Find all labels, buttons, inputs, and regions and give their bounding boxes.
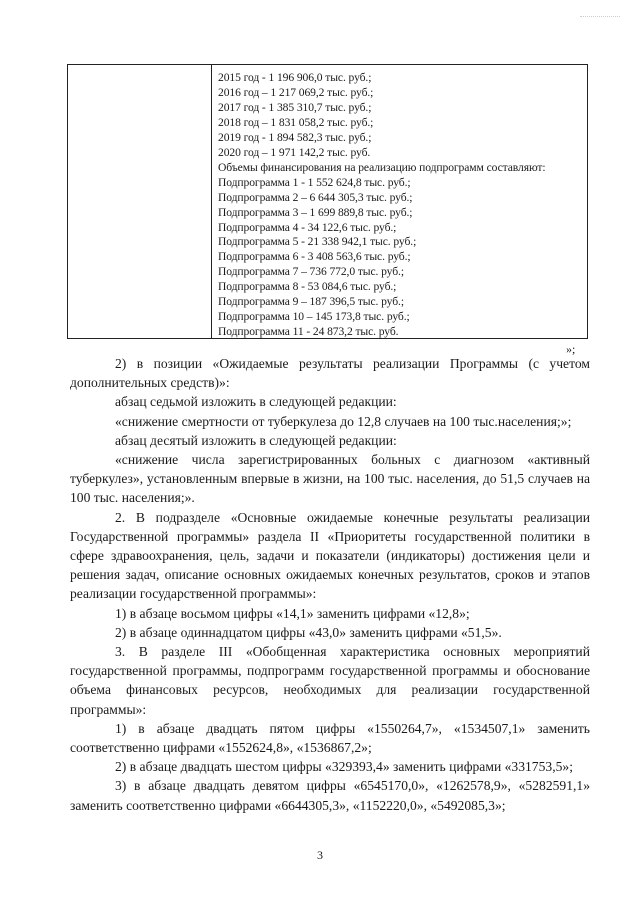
- table-line: Подпрограмма 2 – 6 644 305,3 тыс. руб.;: [218, 190, 413, 204]
- document-body: [70, 354, 590, 815]
- table-line: 2016 год – 1 217 069,2 тыс. руб.;: [218, 85, 374, 99]
- table-line: 2019 год - 1 894 582,3 тыс. руб.;: [218, 130, 372, 144]
- table-line: Подпрограмма 11 - 24 873,2 тыс. руб.: [218, 325, 399, 339]
- table-line: 2018 год – 1 831 058,2 тыс. руб.;: [218, 115, 374, 129]
- table-line: Подпрограмма 1 - 1 552 624,8 тыс. руб.;: [218, 175, 411, 189]
- table-line: Подпрограмма 8 - 53 084,6 тыс. руб.;: [218, 280, 397, 294]
- paragraph: «снижение числа зарегистрированных больных с диагнозом «активный туберкулез», установленным впервые в жизни, на 100 тыс. населения, до 51,5 случаев на 100 тыс. населения;».: [70, 452, 590, 506]
- table-line: 2017 год - 1 385 310,7 тыс. руб.;: [218, 100, 372, 114]
- paragraph: абзац седьмой изложить в следующей редакции:: [115, 394, 397, 410]
- paragraph: 3) в абзаце двадцать девятом цифры «6545170,0», «1262578,9», «5282591,1» заменить соответственно цифрами «6644305,3», «1152220,0», «5492085,3»;: [70, 778, 590, 813]
- paragraph: абзац десятый изложить в следующей редакции:: [115, 432, 397, 448]
- table-line: 2015 год - 1 196 906,0 тыс. руб.;: [218, 71, 372, 84]
- funding-table-text: [218, 71, 583, 340]
- paragraph: 3. В разделе III «Обобщенная характеристика основных мероприятий государственной программы, подпрограмм государственной программы и обоснование объема финансовых ресурсов, необходимых для реализации государственной программы»:: [70, 644, 590, 717]
- paragraph: 2. В подразделе «Основные ожидаемые конечные результаты реализации Государственной программы» раздела II «Приоритеты государственной политики в сфере здравоохранения, цель, задачи и показатели (индикаторы) достижения цели и решения задач, описание основных ожидаемых конечных результатов, сроков и этапов реализации государственной программы»:: [70, 509, 590, 602]
- table-line: 2020 год – 1 971 142,2 тыс. руб.: [218, 145, 371, 159]
- paragraph: 2) в позиции «Ожидаемые результаты реализации Программы (с учетом дополнительных средств)»:: [70, 356, 590, 391]
- table-line: Подпрограмма 10 – 145 173,8 тыс. руб.;: [218, 310, 410, 324]
- paragraph: 2) в абзаце двадцать шестом цифры «329393,4» заменить цифрами «331753,5»;: [115, 759, 573, 775]
- table-line: Подпрограмма 4 - 34 122,6 тыс. руб.;: [218, 220, 397, 234]
- table-line: Подпрограмма 7 – 736 772,0 тыс. руб.;: [218, 265, 404, 279]
- paragraph: 1) в абзаце двадцать пятом цифры «1550264,7», «1534507,1» заменить соответственно цифрами «1552624,8», «1536867,2»;: [70, 720, 590, 756]
- table-line: Объемы финансирования на реализацию подпрограмм составляют:: [218, 160, 546, 174]
- table-line: Подпрограмма 3 – 1 699 889,8 тыс. руб.;: [218, 205, 413, 219]
- paragraph: «снижение смертности от туберкулеза до 12,8 случаев на 100 тыс.населения;»;: [115, 413, 572, 429]
- paragraph: 2) в абзаце одиннадцатом цифры «43,0» заменить цифрами «51,5».: [115, 624, 502, 640]
- table-close-quote: »;: [566, 342, 576, 356]
- funding-table: [67, 64, 588, 339]
- table-line: Подпрограмма 6 - 3 408 563,6 тыс. руб.;: [218, 250, 411, 264]
- page-number: 3: [317, 848, 323, 862]
- table-line: Подпрограмма 9 – 187 396,5 тыс. руб.;: [218, 295, 404, 309]
- table-line: Подпрограмма 5 - 21 338 942,1 тыс. руб.;: [218, 235, 417, 249]
- scan-artifact: [580, 16, 620, 17]
- paragraph: 1) в абзаце восьмом цифры «14,1» заменить цифрами «12,8»;: [115, 605, 470, 621]
- table-column-divider: [211, 65, 212, 338]
